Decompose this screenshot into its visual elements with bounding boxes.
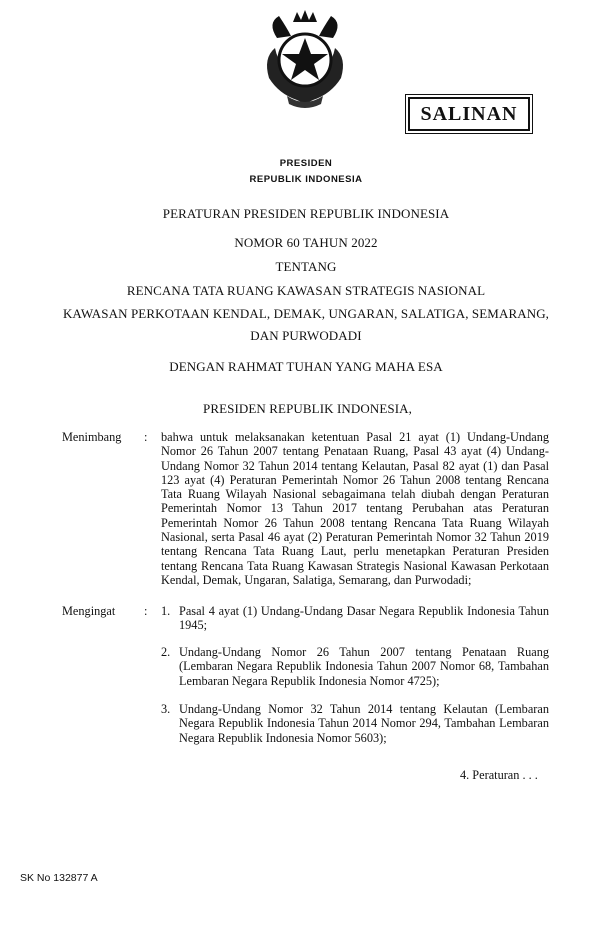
- continued-marker: 4. Peraturan . . .: [460, 768, 538, 782]
- mengingat-colon: :: [144, 604, 148, 618]
- garuda-emblem-icon: [257, 8, 353, 114]
- item-text: Undang-Undang Nomor 26 Tahun 2007 tentang Penataan Ruang (Lembaran Negara Republik Indonesia Tahun 2007 Nomor 68, Tambahan Lembaran Negara Republik Indonesia Nomor 4725);: [179, 645, 549, 688]
- document-serial: SK No 132877 A: [20, 872, 98, 884]
- mengingat-label: Mengingat: [62, 604, 116, 618]
- menimbang-colon: :: [144, 430, 148, 444]
- item-text: Pasal 4 ayat (1) Undang-Undang Dasar Negara Republik Indonesia Tahun 1945;: [179, 604, 549, 633]
- mengingat-item: [161, 604, 549, 633]
- blessing-line: DENGAN RAHMAT TUHAN YANG MAHA ESA: [169, 359, 443, 374]
- regulation-title: PERATURAN PRESIDEN REPUBLIK INDONESIA: [162, 206, 450, 221]
- president-line: PRESIDEN REPUBLIK INDONESIA,: [203, 401, 412, 416]
- item-text: Undang-Undang Nomor 32 Tahun 2014 tentang Kelautan (Lembaran Negara Republik Indonesia Tahun 2014 Nomor 294, Tambahan Lembaran Negara Republik Indonesia Nomor 5603);: [179, 702, 549, 745]
- mengingat-item: [161, 645, 549, 688]
- regulation-number: NOMOR 60 TAHUN 2022: [234, 235, 378, 250]
- item-number: 2.: [161, 645, 171, 659]
- mengingat-item: [161, 702, 549, 745]
- menimbang-text: bahwa untuk melaksanakan ketentuan Pasal 21 ayat (1) Undang-Undang Nomor 26 Tahun 2007 tentang Penataan Ruang, Pasal 43 ayat (4) Undang-Undang Nomor 32 Tahun 2014 tentang Kelautan, Pasal 82 ayat (1) dan Pasal 123 ayat (4) Peraturan Pemerintah Nomor 26 Tahun 2008 tentang Rencana Tata Ruang Wilayah Nasional sebagaimana telah diubah dengan Peraturan Pemerintah Nomor 13 Tahun 2017 tentang Perubahan atas Peraturan Pemerintah Nomor 26 Tahun 2008 tentang Rencana Tata Ruang Wilayah Nasional, serta Pasal 46 ayat (2) Peraturan Pemerintah Nomor 32 Tahun 2019 tentang Rencana Tata Ruang Laut, perlu menetapkan Peraturan Presiden tentang Rencana Tata Ruang Kawasan Strategis Nasional Kawasan Perkotaan Kendal, Demak, Ungaran, Salatiga, Semarang, dan Purwodadi;: [161, 430, 549, 587]
- regulation-subject-line2: KAWASAN PERKOTAAN KENDAL, DEMAK, UNGARAN, SALATIGA, SEMARANG,: [62, 306, 550, 321]
- item-number: 3.: [161, 702, 171, 716]
- regulation-subject-line3: DAN PURWODADI: [250, 328, 362, 343]
- issuer-line1: PRESIDEN: [279, 158, 333, 169]
- regulation-about: TENTANG: [275, 259, 337, 274]
- item-number: 1.: [161, 604, 171, 618]
- issuer-line2: REPUBLIK INDONESIA: [249, 174, 363, 185]
- regulation-subject-line1: RENCANA TATA RUANG KAWASAN STRATEGIS NASIONAL: [126, 283, 486, 298]
- salinan-stamp: SALINAN: [408, 97, 530, 131]
- menimbang-label: Menimbang: [62, 430, 122, 444]
